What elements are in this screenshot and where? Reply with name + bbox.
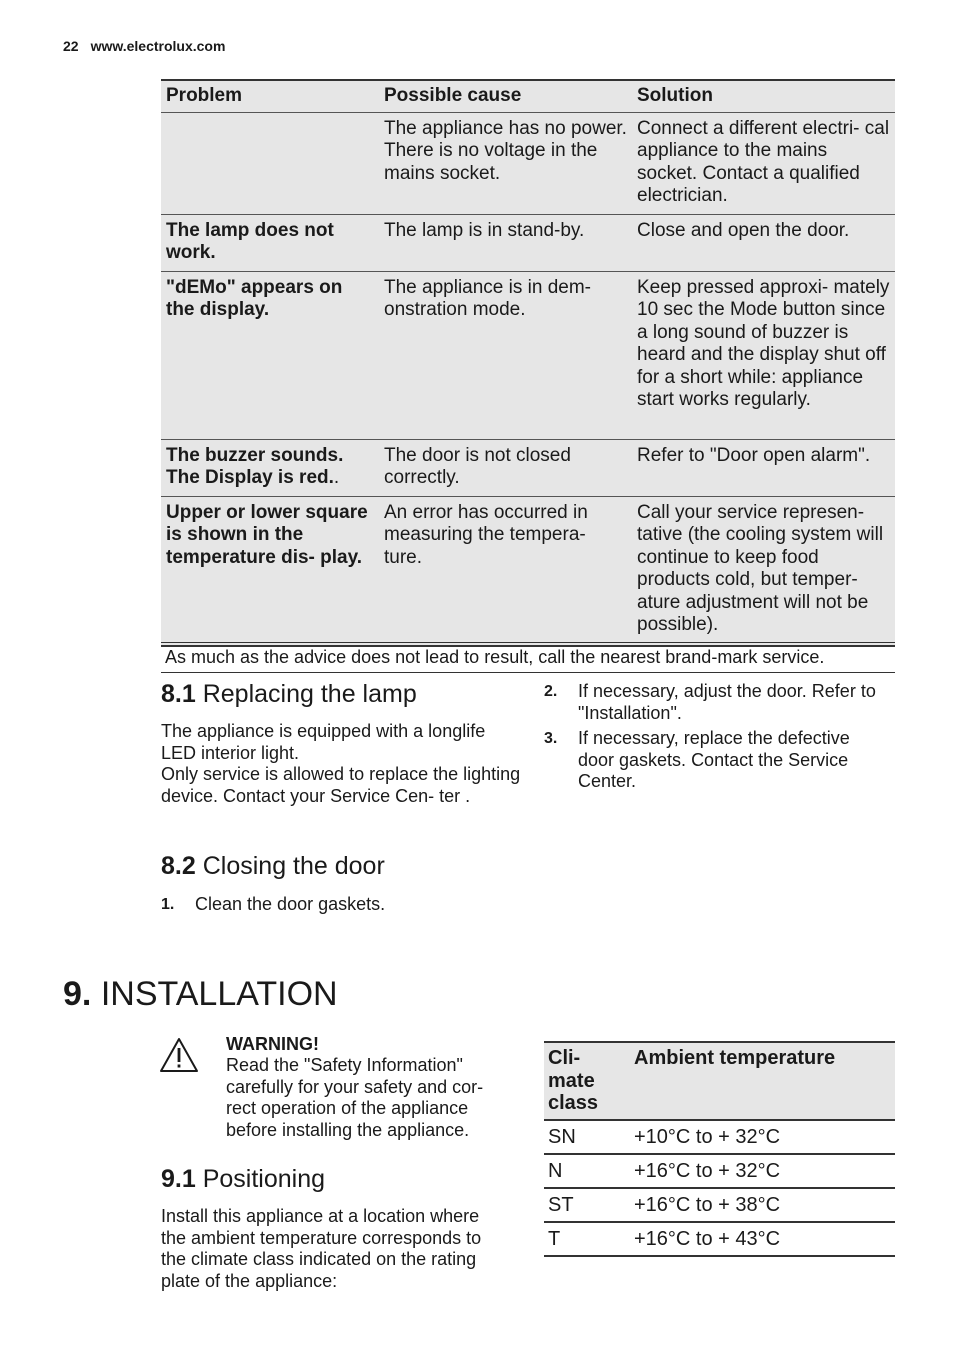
solution-cell: Call your service represen- tative (the cooling system will continue to keep food products cold, but temper- ature adjustment will not be possible). (632, 496, 895, 646)
lamp-text-1: The appliance is equipped with a longlife LED interior light. (161, 721, 486, 763)
section-number: 9.1 (161, 1165, 196, 1193)
climate-class-cell: N (544, 1154, 630, 1188)
cause-cell: The appliance has no power. There is no voltage in the mains socket. (379, 112, 632, 214)
table-row (544, 1188, 895, 1222)
column-header-solution: Solution (632, 80, 895, 112)
cause-cell: The lamp is in stand-by. (379, 214, 632, 271)
temperature-range-cell: +10°C to + 32°C (630, 1120, 895, 1154)
table-row (161, 112, 895, 214)
chapter-number: 9. (63, 975, 92, 1013)
column-header-ambient-temperature: Ambient temperature (630, 1042, 895, 1120)
solution-cell: Close and open the door. (632, 214, 895, 271)
table-row (544, 1154, 895, 1188)
problem-cell (161, 112, 379, 214)
step-number: 1. (161, 896, 175, 913)
cause-cell: The appliance is in dem- onstration mode. (379, 271, 632, 439)
cause-cell: An error has occurred in measuring the tempera- ture. (379, 496, 632, 646)
step-text: Clean the door gaskets. (195, 894, 386, 914)
section-number: 8.2 (161, 852, 196, 880)
table-row (161, 214, 895, 271)
section-title: Replacing the lamp (202, 680, 417, 708)
problem-cell: Upper or lower square is shown in the temperature dis- play. (161, 496, 379, 646)
table-header-row (161, 80, 895, 112)
cause-cell: The door is not closed correctly. (379, 439, 632, 496)
solution-cell: Connect a different electri- cal appliance to the mains socket. Contact a qualified electrician. (632, 112, 895, 214)
advice-note: As much as the advice does not lead to result, call the nearest brand-mark service. (161, 642, 895, 673)
climate-class-cell: SN (544, 1120, 630, 1154)
warning-triangle-icon (159, 1037, 199, 1073)
problem-text: The buzzer sounds. The Display is red. (166, 444, 344, 488)
step-number: 3. (544, 730, 558, 747)
troubleshooting-table (161, 79, 895, 647)
chapter-heading (63, 975, 338, 1014)
section-number: 8.1 (161, 680, 196, 708)
climate-class-table (544, 1041, 895, 1257)
warning-title: WARNING! (226, 1034, 319, 1054)
solution-cell: Refer to "Door open alarm". (632, 439, 895, 496)
section-heading-9-1 (161, 1165, 325, 1194)
temperature-range-cell: +16°C to + 32°C (630, 1154, 895, 1188)
site-url: www.electrolux.com (90, 38, 226, 54)
column-header-cause: Possible cause (379, 80, 632, 112)
temperature-range-cell: +16°C to + 43°C (630, 1222, 895, 1256)
step-text: If necessary, adjust the door. Refer to "Installation". (578, 681, 876, 723)
problem-suffix: . (333, 467, 340, 488)
section-title: Positioning (202, 1165, 326, 1193)
chapter-title: INSTALLATION (100, 975, 338, 1013)
lamp-paragraph (161, 721, 521, 807)
table-row (544, 1222, 895, 1256)
column-header-climate-class: Cli- mate class (544, 1042, 630, 1120)
positioning-text: Install this appliance at a location where the ambient temperature corresponds to the climate class indicated on the rating plate of the appliance: (161, 1206, 482, 1291)
page-header (63, 38, 225, 54)
table-header-row (544, 1042, 895, 1120)
problem-cell: "dEMo" appears on the display. (161, 271, 379, 439)
list-item (544, 681, 895, 727)
table-row (161, 439, 895, 496)
step-number: 2. (544, 683, 558, 700)
table-row (544, 1120, 895, 1154)
problem-cell (161, 439, 379, 496)
section-heading-8-1 (161, 680, 417, 709)
climate-class-cell: T (544, 1222, 630, 1256)
list-item (544, 728, 895, 796)
solution-cell: Keep pressed approxi- mately 10 sec the Mode button since a long sound of buzzer is heard and the display shut off for a short while: appliance start works regularly. (632, 271, 895, 439)
problem-cell: The lamp does not work. (161, 214, 379, 271)
section-title: Closing the door (202, 852, 385, 880)
list-item (161, 894, 521, 918)
column-header-problem: Problem (161, 80, 379, 112)
temperature-range-cell: +16°C to + 38°C (630, 1188, 895, 1222)
table-row (161, 271, 895, 439)
climate-class-cell: ST (544, 1188, 630, 1222)
step-text: If necessary, replace the defective door gaskets. Contact the Service Center. (578, 728, 850, 791)
table-row (161, 496, 895, 646)
section-heading-8-2 (161, 852, 385, 881)
lamp-text-2: Only service is allowed to replace the lighting device. Contact your Service Cen- ter . (161, 764, 521, 806)
warning-text: Read the "Safety Information" carefully for your safety and cor- rect operation of the appliance before installing the appliance. (226, 1055, 484, 1140)
page-number: 22 (63, 38, 79, 54)
